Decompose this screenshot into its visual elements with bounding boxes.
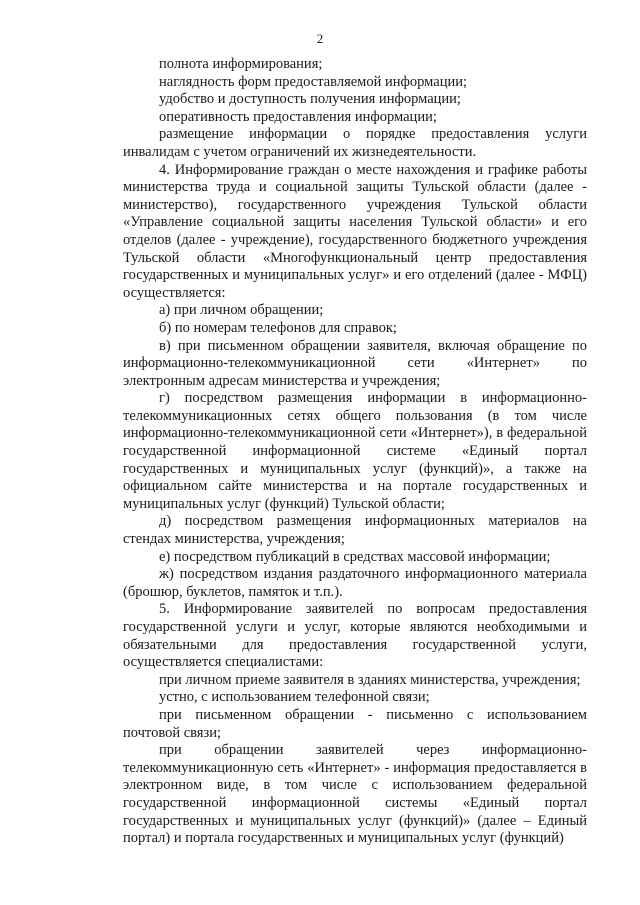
paragraph-disabled-info: размещение информации о порядке предоставления услуги инвалидам с учетом ограничений их жизнедеятельности.	[123, 126, 587, 160]
paragraph-item-a: а) при личном обращении;	[159, 302, 324, 319]
paragraph-item-g: г) посредством размещения информации в информационно-телекоммуникационных сетях общего пользования (в том числе информационно-телекоммуникационной сети «Интернет»), в федеральной государственной информационной системе «Единый портал государственных и муниципальных услуг (функций)», а также на официальном сайте министерства и на портале государственных и муниципальных услуг (функций) Тульской области;	[123, 390, 587, 512]
paragraph-clarity: наглядность форм предоставляемой информации;	[159, 73, 467, 90]
paragraph-item-v: в) при письменном обращении заявителя, включая обращение по информационно-телекоммуникационной сети «Интернет» по электронным адресам министерства и учреждения;	[123, 337, 587, 389]
paragraph-item-b: б) по номерам телефонов для справок;	[159, 319, 397, 336]
paragraph-written: при письменном обращении - письменно с использованием почтовой связи;	[123, 706, 587, 741]
document-body	[123, 56, 587, 848]
page-number: 2	[316, 31, 324, 46]
paragraph-section-5: 5. Информирование заявителей по вопросам предоставления государственной услуги и услуг, которые являются необходимыми и обязательными для предоставления государственной услуги, осуществляется специалистами:	[123, 601, 587, 671]
paragraph-phone: устно, с использованием телефонной связи;	[159, 689, 430, 706]
paragraph-promptness: оперативность предоставления информации;	[159, 108, 437, 125]
paragraph-convenience: удобство и доступность получения информации;	[159, 91, 461, 108]
paragraph-section-4: 4. Информирование граждан о месте нахождения и графике работы министерства труда и социальной защиты Тульской области (далее - министерство), государственного учреждения Тульской области «Управление социальной защиты населения Тульской области» и его отделов (далее - учреждение), государственного бюджетного учреждения Тульской области «Многофункциональный центр предоставления государственных и муниципальных услуг» и его отделений (далее - МФЦ) осуществляется:	[123, 161, 587, 301]
paragraph-item-e: е) посредством публикаций в средствах массовой информации;	[159, 548, 551, 565]
paragraph-internet: при обращении заявителей через информационно-телекоммуникационную сеть «Интернет» - информация предоставляется в электронном виде, в том числе с использованием федеральной государственной информационной системы «Единый портал государственных и муниципальных услуг (функций)» (далее – Единый портал) и портала государственных и муниципальных услуг (функций)	[123, 742, 587, 847]
paragraph-item-d: д) посредством размещения информационных материалов на стендах министерства, учреждения;	[123, 513, 587, 548]
paragraph-completeness: полнота информирования;	[159, 56, 323, 72]
paragraph-item-zh: ж) посредством издания раздаточного информационного материала (брошюр, буклетов, памяток и т.п.).	[123, 566, 587, 600]
paragraph-personal-reception: при личном приеме заявителя в зданиях министерства, учреждения;	[159, 671, 581, 688]
